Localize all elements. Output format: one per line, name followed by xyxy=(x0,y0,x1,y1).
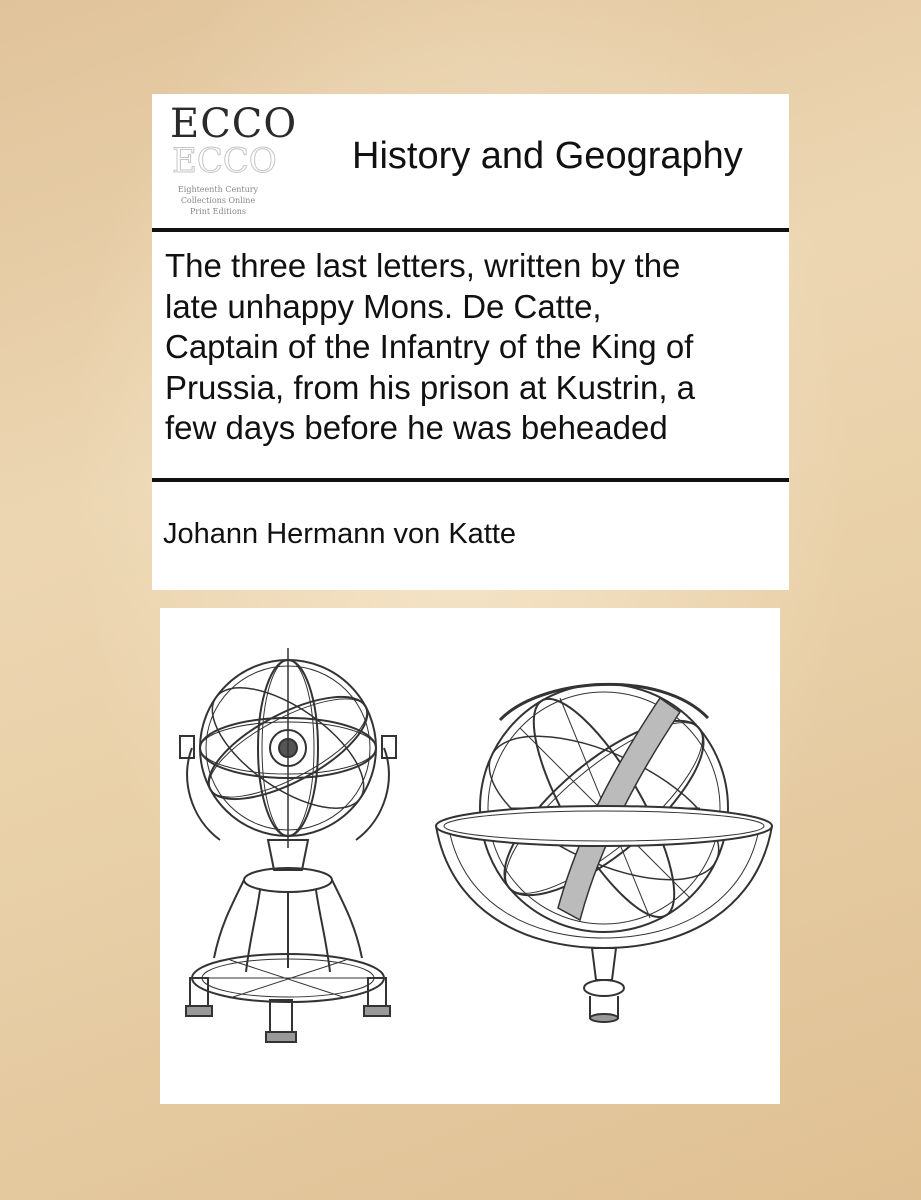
armillary-spheres-image xyxy=(160,608,780,1104)
armillary-sphere-illustration xyxy=(160,608,780,1104)
right-armillary-sphere xyxy=(436,682,772,1022)
ecco-logo-outline: ECCO xyxy=(172,141,277,181)
ecco-logo-mark: ECCO xyxy=(170,101,298,147)
ecco-logo xyxy=(170,101,298,220)
left-armillary-sphere xyxy=(180,648,396,1042)
series-title: History and Geography xyxy=(352,135,743,177)
book-title: The three last letters, written by the late unhappy Mons. De Catte, Captain of the Infantry of the King of Prussia, from his prison at Kustrin, a few days before he was beheaded xyxy=(165,247,696,446)
book-author: Johann Hermann von Katte xyxy=(163,518,517,550)
ecco-logo-caption: Eighteenth Century Collections Online Print Editions xyxy=(177,185,259,216)
